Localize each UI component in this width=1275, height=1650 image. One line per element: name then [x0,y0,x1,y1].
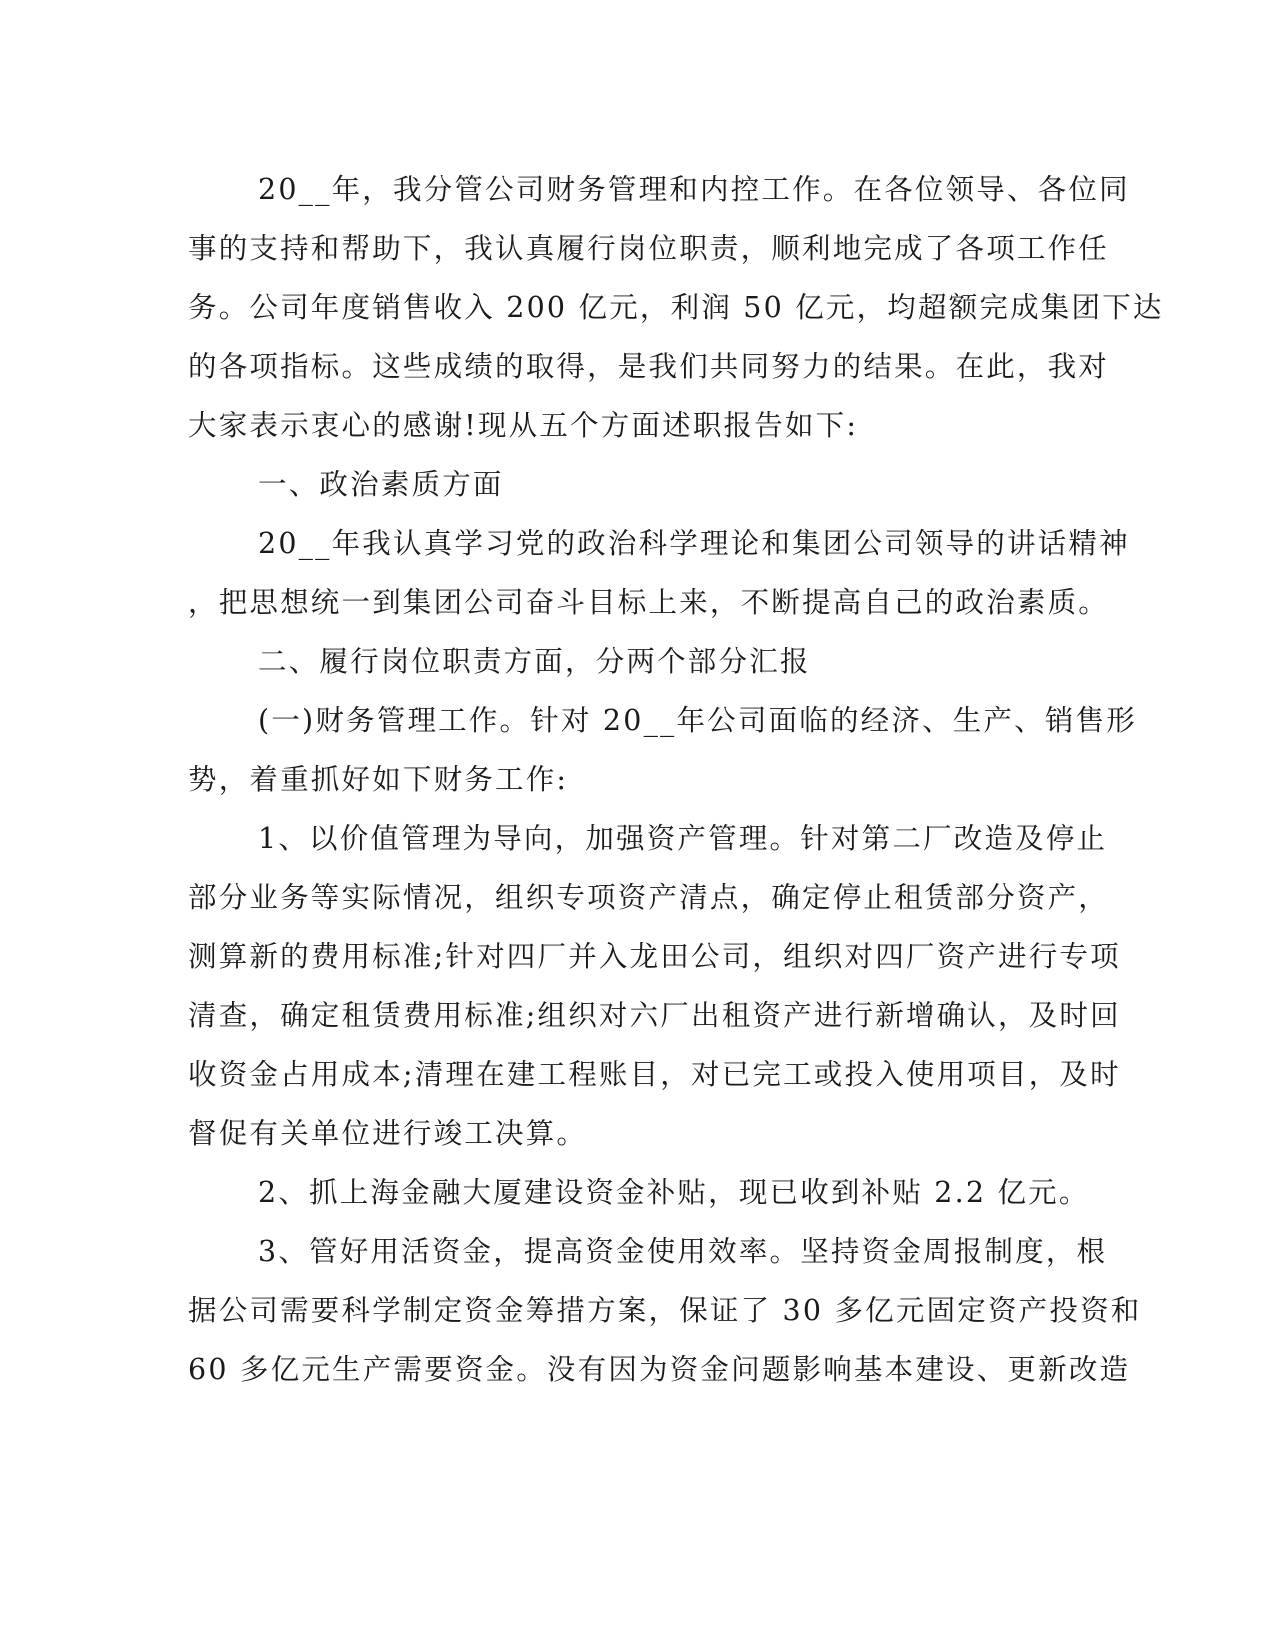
text-line: 20__年我认真学习党的政治科学理论和集团公司领导的讲话精神 [258,527,1130,560]
text-line: 20__年，我分管公司财务管理和内控工作。在各位领导、各位同 [258,173,1130,206]
section-heading: 一、政治素质方面 [258,468,504,501]
text-line: 大家表示衷心的感谢!现从五个方面述职报告如下: [188,409,859,442]
text-line: 督促有关单位进行竣工决算。 [188,1117,588,1150]
text-line: 部分业务等实际情况，组织专项资产清点，确定停止租赁部分资产， [188,881,1110,914]
text-line: 事的支持和帮助下，我认真履行岗位职责，顺利地完成了各项工作任 [188,232,1110,265]
text-line: ，把思想统一到集团公司奋斗目标上来，不断提高自己的政治素质。 [188,586,1110,619]
text-line: (一)财务管理工作。针对 20__年公司面临的经济、生产、销售形 [258,704,1137,737]
text-line: 据公司需要科学制定资金筹措方案，保证了 30 多亿元固定资产投资和 [188,1294,1142,1327]
text-line: 的各项指标。这些成绩的取得，是我们共同努力的结果。在此，我对 [188,350,1110,383]
text-line: 2、抓上海金融大厦建设资金补贴，现已收到补贴 2.2 亿元。 [258,1176,1090,1209]
text-line: 测算新的费用标准;针对四厂并入龙田公司，组织对四厂资产进行专项 [188,940,1121,973]
text-line: 务。公司年度销售收入 200 亿元，利润 50 亿元，均超额完成集团下达 [188,291,1164,324]
text-line: 势，着重抓好如下财务工作: [188,763,569,796]
text-line: 60 多亿元生产需要资金。没有因为资金问题影响基本建设、更新改造 [188,1353,1131,1386]
text-line: 清查，确定租赁费用标准;组织对六厂出租资产进行新增确认，及时回 [188,999,1121,1032]
text-line: 3、管好用活资金，提高资金使用效率。坚持资金周报制度，根 [258,1235,1108,1268]
text-line: 1、以价值管理为导向，加强资产管理。针对第二厂改造及停止 [258,822,1108,855]
section-heading: 二、履行岗位职责方面，分两个部分汇报 [258,645,811,678]
document-page [188,160,1164,1399]
text-line: 收资金占用成本;清理在建工程账目，对已完工或投入使用项目，及时 [188,1058,1121,1091]
